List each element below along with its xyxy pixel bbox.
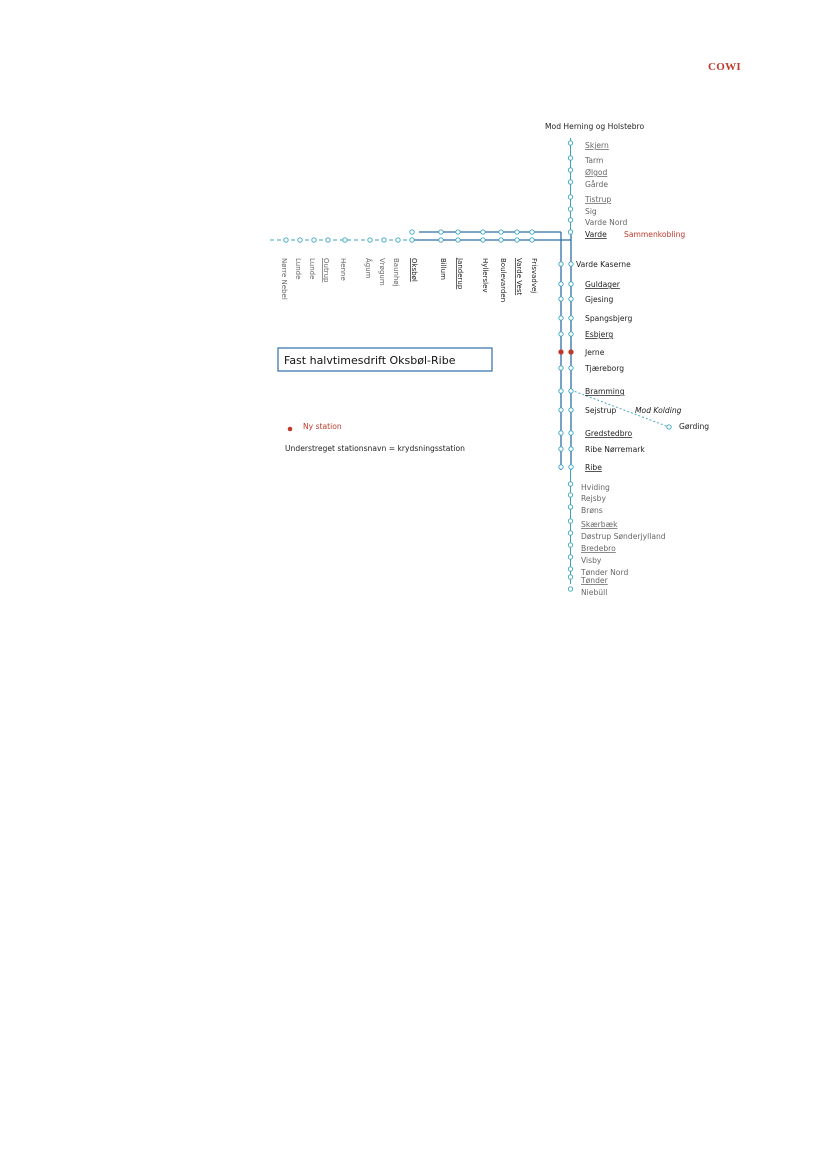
- station-label: Niebüll: [581, 588, 608, 597]
- station-node: [569, 262, 573, 266]
- legend-new-station-dot: [288, 427, 293, 432]
- station-label: Varde Vest: [515, 258, 523, 296]
- station-node: [569, 316, 573, 320]
- station-label: Jerne: [585, 348, 605, 357]
- station-label: Boulevarden: [499, 258, 507, 303]
- station-label: Lunde: [294, 258, 302, 280]
- station-label: Skærbæk: [581, 520, 618, 529]
- station-label: Esbjerg: [585, 330, 614, 339]
- station-node: [530, 230, 534, 234]
- station-label: Oksbøl: [410, 258, 418, 282]
- station-node: [396, 238, 400, 242]
- connection-label: Sammenkobling: [624, 230, 686, 239]
- station-node: [456, 238, 460, 242]
- station-node: [559, 465, 563, 469]
- station-label: Brøns: [581, 506, 603, 515]
- station-label: Tistrup: [585, 195, 612, 204]
- station-node: [569, 389, 573, 393]
- station-label: Billum: [439, 258, 447, 280]
- station-node: [569, 297, 573, 301]
- station-label: Gjesing: [585, 295, 614, 304]
- station-node: [481, 238, 485, 242]
- station-node: [569, 366, 573, 370]
- station-label: Henne: [339, 258, 347, 281]
- legend-underline-note: Understreget stationsnavn = krydsningsstation: [285, 444, 465, 453]
- station-label: Varde Kaserne: [576, 260, 631, 269]
- station-label: Ågum: [364, 258, 372, 279]
- station-label: Nørre Nebel: [280, 258, 288, 300]
- station-node: [559, 408, 563, 412]
- station-node: [568, 482, 572, 486]
- gording-label: Gørding: [679, 422, 710, 431]
- title-box-text: Fast halvtimesdrift Oksbøl-Ribe: [284, 354, 456, 367]
- station-node: [515, 230, 519, 234]
- station-node: [410, 238, 414, 242]
- station-node: [568, 575, 572, 579]
- station-label: Hyllerslev: [481, 258, 489, 293]
- station-node: [559, 262, 563, 266]
- station-node: [568, 543, 572, 547]
- station-label: Vrøgum: [378, 258, 386, 286]
- station-node: [569, 431, 573, 435]
- station-node: [568, 168, 572, 172]
- station-node: [298, 238, 302, 242]
- station-node: [568, 141, 572, 145]
- station-node: [481, 230, 485, 234]
- station-node: [559, 389, 563, 393]
- station-label: Tjæreborg: [585, 364, 625, 373]
- station-label: Sejstrup: [585, 406, 617, 415]
- station-label: Baunhøj: [392, 258, 400, 287]
- station-node: [568, 567, 572, 571]
- station-label: Varde Nord: [585, 218, 628, 227]
- new-station-node: [559, 350, 563, 354]
- station-node: [530, 238, 534, 242]
- station-node: [568, 195, 572, 199]
- station-node: [515, 238, 519, 242]
- station-node: [499, 238, 503, 242]
- kolding-direction-label: Mod Kolding: [635, 406, 682, 415]
- station-node: [569, 465, 573, 469]
- station-label: Skjern: [585, 141, 609, 150]
- station-node: [559, 282, 563, 286]
- legend: [285, 422, 465, 453]
- station-node: [559, 431, 563, 435]
- station-node: [439, 230, 443, 234]
- station-label: Ribe: [585, 463, 602, 472]
- station-node: [568, 156, 572, 160]
- station-node: [559, 447, 563, 451]
- station-label: Guldager: [585, 280, 620, 289]
- station-label: Lunde: [308, 258, 316, 280]
- station-label: Ribe Nørremark: [585, 445, 645, 454]
- new-station-node: [569, 350, 573, 354]
- station-node: [368, 238, 372, 242]
- station-label: Bramming: [585, 387, 625, 396]
- station-node: [568, 230, 572, 234]
- station-label: Tønder Nord: [581, 568, 629, 577]
- station-node: [568, 505, 572, 509]
- station-node: [559, 316, 563, 320]
- station-node: [499, 230, 503, 234]
- legend-new-station-label: Ny station: [303, 422, 342, 431]
- station-label: Janderup: [456, 258, 464, 290]
- station-label: Gredstedbro: [585, 429, 633, 438]
- station-node: [568, 587, 572, 591]
- station-label: Rejsby: [581, 494, 606, 503]
- station-label: Sig: [585, 207, 597, 216]
- station-node: [312, 238, 316, 242]
- station-label: Frisvadvej: [530, 258, 538, 294]
- station-node: [568, 493, 572, 497]
- station-label: Outrup: [322, 258, 330, 283]
- station-label: Ølgod: [585, 168, 608, 177]
- station-node: [568, 218, 572, 222]
- station-node: [568, 519, 572, 523]
- station-node: [568, 180, 572, 184]
- station-node: [568, 207, 572, 211]
- station-node: [456, 230, 460, 234]
- cowi-logo: COWI: [708, 61, 741, 73]
- station-node: [568, 555, 572, 559]
- station-label: Gårde: [585, 180, 609, 189]
- station-label: Visby: [581, 556, 602, 565]
- station-node: [559, 366, 563, 370]
- station-node: [569, 332, 573, 336]
- station-node: [559, 297, 563, 301]
- station-node: [382, 238, 386, 242]
- station-node: [326, 238, 330, 242]
- station-node: [568, 531, 572, 535]
- station-label: Bredebro: [581, 544, 616, 553]
- top-direction-label: Mod Herning og Holstebro: [545, 122, 645, 131]
- station-node: [343, 238, 347, 242]
- station-node: [569, 447, 573, 451]
- station-label: Tarm: [585, 156, 604, 165]
- station-node: [410, 230, 414, 234]
- gording-station-node: [667, 425, 671, 429]
- station-node: [439, 238, 443, 242]
- station-label: Døstrup Sønderjylland: [581, 532, 666, 541]
- station-node: [569, 408, 573, 412]
- station-label: Hviding: [581, 483, 610, 492]
- station-label: Varde: [585, 230, 607, 239]
- station-label: Tønder: [581, 576, 608, 585]
- title-box: [278, 348, 492, 371]
- station-label: Spangsbjerg: [585, 314, 633, 323]
- station-node: [559, 332, 563, 336]
- station-node: [569, 282, 573, 286]
- station-node: [284, 238, 288, 242]
